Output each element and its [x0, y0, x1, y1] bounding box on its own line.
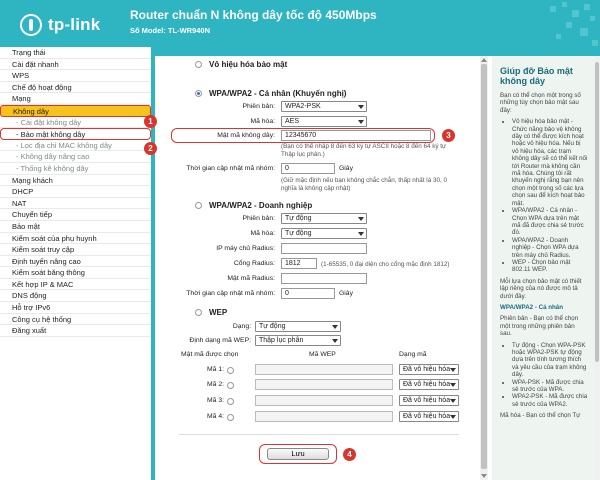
help-paragraph: Mã hóa - Bạn có thể chọn Tự: [500, 412, 581, 420]
password-note: (Bạn có thể nhập 8 đến 63 ký tự ASCII hoặc 8 đến 64 ký tự Thập lục phân.): [281, 143, 447, 158]
version-value: WPA2-PSK: [285, 103, 321, 110]
wep-key-2-type-value: Đã vô hiệu hóa: [403, 381, 451, 388]
divider: [179, 434, 459, 435]
sidebar-item-logout[interactable]: Đăng xuất: [0, 325, 151, 337]
model-number: Số Model: TL-WR940N: [130, 26, 210, 35]
chevron-down-icon: [450, 368, 456, 372]
ent-encryption-select[interactable]: [281, 228, 367, 239]
wireless-password-input[interactable]: 12345670: [281, 130, 431, 141]
step-badge-2: 2: [144, 142, 157, 155]
sidebar-item-dynamic-dns[interactable]: DNS động: [0, 290, 151, 302]
wep-key-1-radio[interactable]: [227, 367, 234, 374]
wep-format-label: Định dạng mã WEP:: [189, 337, 251, 344]
disable-security-option[interactable]: [195, 60, 287, 69]
help-item: • Vô hiệu hóa bảo mật - Chức năng bảo vệ không dây có thể được kích hoạt hoặc vô hiệu hóa. Nếu bị vô hiệu hóa, các trạm không dây sẽ có thể kết nối tới Router mà không cần mã hóa. Chúng tôi rất khuyến nghị rằng bạn nên chọn một trong số các lựa chọn sau để kích hoạt bảo mật.: [512, 118, 588, 207]
group-key-unit: Giây: [339, 165, 353, 172]
wep-key-2-input[interactable]: [255, 379, 393, 390]
chevron-down-icon: [358, 217, 364, 221]
wep-key-2-type-select[interactable]: [399, 379, 459, 390]
sidebar-item-network[interactable]: Mạng: [0, 93, 151, 105]
password-label: Mật mã không dây:: [217, 132, 275, 139]
sidebar-item-nat[interactable]: NAT: [0, 198, 151, 210]
sidebar-item-wireless-settings[interactable]: - Cài đặt không dây: [0, 117, 151, 129]
chevron-down-icon: [332, 325, 338, 329]
chevron-down-icon: [358, 105, 364, 109]
wep-key-4-type-value: Đã vô hiệu hóa: [403, 413, 451, 420]
step-badge-4: 4: [343, 448, 356, 461]
version-label: Phiên bản:: [242, 103, 275, 110]
sidebar-item-ipv6[interactable]: Hỗ trợ IPv6: [0, 302, 151, 314]
header-decoration: [510, 0, 600, 56]
ent-group-key-unit: Giây: [339, 290, 353, 297]
wpa-personal-option[interactable]: [195, 89, 346, 98]
help-item: • WPA2-PSK - Mã được chia sẻ trước của WPA2.: [512, 393, 588, 408]
wep-key-3-type-value: Đã vô hiệu hóa: [403, 397, 451, 404]
group-key-input[interactable]: 0: [281, 163, 335, 174]
save-button[interactable]: Lưu: [267, 448, 329, 460]
sidebar-item-wps[interactable]: WPS: [0, 70, 151, 82]
sidebar-item-advanced-routing[interactable]: Định tuyến nâng cao: [0, 256, 151, 268]
sidebar-item-wireless[interactable]: Không dây: [0, 105, 151, 117]
chevron-down-icon: [358, 120, 364, 124]
wep-type-value: Tự động: [259, 323, 286, 330]
wep-key-3-type-select[interactable]: [399, 395, 459, 406]
scroll-thumb[interactable]: [481, 64, 487, 469]
help-panel: [492, 56, 594, 480]
wep-type-select[interactable]: [255, 321, 341, 332]
col-wep-key: Mã WEP: [309, 351, 336, 358]
wep-radio[interactable]: [195, 309, 202, 316]
chevron-down-icon: [358, 232, 364, 236]
sidebar-item-wireless-advanced[interactable]: - Không dây nâng cao: [0, 151, 151, 163]
sidebar-item-guest-network[interactable]: Mạng khách: [0, 175, 151, 187]
sidebar-item-status[interactable]: Trạng thái: [0, 47, 151, 59]
wep-key-1-type-value: Đã vô hiệu hóa: [403, 366, 451, 373]
wep-key-4-label: Mã 4:: [207, 413, 224, 420]
logo-text: tp-link: [48, 15, 101, 34]
ent-version-value: Tự động: [285, 215, 312, 222]
chevron-down-icon: [450, 399, 456, 403]
radius-port-note: (1-65535, 0 đại diện cho cổng mặc định 1812): [321, 261, 450, 268]
wpa-enterprise-radio[interactable]: [195, 202, 202, 209]
wep-key-4-input[interactable]: [255, 411, 393, 422]
group-key-note: (Giữ mặc định nếu bạn không chắc chắn, thấp nhất là 30, 0 nghĩa là không cập nhật): [281, 177, 447, 192]
chevron-down-icon: [450, 383, 456, 387]
encryption-label: Mã hóa:: [250, 118, 275, 125]
radius-password-label: Mật mã Radius:: [227, 275, 275, 282]
ent-encryption-value: Tự động: [285, 230, 312, 237]
wep-key-4-type-select[interactable]: [399, 411, 459, 422]
step-badge-1: 1: [144, 115, 157, 128]
ent-group-key-label: Thời gian cập nhật mã nhóm:: [186, 290, 275, 297]
scroll-down-icon[interactable]: [481, 474, 487, 478]
help-version-list: [512, 342, 588, 409]
chevron-down-icon: [332, 339, 338, 343]
disable-security-label: Vô hiệu hóa bảo mật: [209, 60, 288, 69]
page-title: Router chuẩn N không dây tốc độ 450Mbps: [130, 8, 377, 22]
group-key-label: Thời gian cập nhật mã nhóm:: [186, 165, 275, 172]
radius-password-input[interactable]: [281, 273, 367, 284]
ent-version-label: Phiên bản:: [242, 215, 275, 222]
wep-key-1-label: Mã 1:: [207, 366, 224, 373]
sidebar-item-bandwidth-control[interactable]: Kiểm soát băng thông: [0, 267, 151, 279]
wep-key-3-radio[interactable]: [227, 398, 234, 405]
wep-key-1-type-select[interactable]: [399, 364, 459, 375]
help-item: • WPA/WPA2 - Doanh nghiệp - Chọn WPA dựa trên máy chủ Radius.: [512, 237, 588, 259]
wep-label: WEP: [209, 308, 228, 317]
wep-key-4-radio[interactable]: [227, 414, 234, 421]
wep-key-1-input[interactable]: [255, 364, 393, 375]
sidebar-item-access-control[interactable]: Kiểm soát truy cập: [0, 244, 151, 256]
tp-link-logo-icon: [20, 14, 42, 36]
version-select[interactable]: [281, 101, 367, 112]
col-key-type: Dạng mã: [399, 351, 427, 358]
ent-group-key-input[interactable]: 0: [281, 288, 335, 299]
ent-version-select[interactable]: [281, 213, 367, 224]
main-scrollbar[interactable]: [480, 56, 488, 480]
encryption-value: AES: [285, 118, 300, 125]
tp-link-logo: [20, 14, 100, 36]
radius-ip-label: IP máy chủ Radius:: [216, 245, 275, 252]
step-badge-3: 3: [442, 129, 455, 142]
sidebar-item-operation-mode[interactable]: Chế độ hoạt động: [0, 82, 151, 94]
sidebar-item-wireless-statistics[interactable]: - Thống kê không dây: [0, 163, 151, 175]
wep-key-3-label: Mã 3:: [207, 397, 224, 404]
wep-format-value: Thập lục phân: [259, 337, 304, 344]
wpa-enterprise-option[interactable]: [195, 201, 312, 210]
help-options-list: [512, 118, 588, 274]
chevron-down-icon: [450, 415, 456, 419]
help-paragraph: Phiên bản - Bạn có thể chọn một trong những phiên bản sau.: [500, 315, 579, 338]
help-scroll-thumb[interactable]: [595, 62, 599, 362]
sidebar-item-dhcp[interactable]: DHCP: [0, 186, 151, 198]
help-item: • WPA-PSK - Mã được chia sẻ trước của WPA.: [512, 379, 588, 394]
help-item: • Tự động - Chọn WPA-PSK hoặc WPA2-PSK tự động dựa trên tính tương thích và yêu cầu của trạm không dây.: [512, 342, 588, 379]
help-item: • WEP - Chọn bảo mật 802.11 WEP.: [512, 259, 588, 274]
wep-type-label: Dạng:: [232, 323, 251, 330]
radius-ip-input[interactable]: [281, 243, 367, 254]
radius-port-input[interactable]: 1812: [281, 258, 317, 269]
sidebar-item-mac-filtering[interactable]: - Lọc địa chỉ MAC không dây: [0, 140, 151, 152]
wep-key-2-label: Mã 2:: [207, 381, 224, 388]
col-selected-key: Mật mã được chọn: [181, 351, 239, 358]
help-subheading: WPA/WPA2 - Cá nhân: [500, 303, 564, 311]
help-item: • WPA/WPA2 - Cá nhân - Chọn WPA dựa trên mật mã đã được chia sẻ trước đó.: [512, 207, 588, 237]
encryption-select[interactable]: [281, 116, 367, 127]
sidebar-item-ip-mac-binding[interactable]: Kết hợp IP & MAC: [0, 279, 151, 291]
help-paragraph: Mỗi lựa chọn bảo mật có thiết lập riêng của nó được mô tả dưới đây.: [500, 277, 582, 300]
ent-encryption-label: Mã hóa:: [250, 230, 275, 237]
sidebar-item-system-tools[interactable]: Công cụ hệ thống: [0, 314, 151, 326]
sidebar-item-forwarding[interactable]: Chuyển tiếp: [0, 209, 151, 221]
wep-key-2-radio[interactable]: [227, 382, 234, 389]
radius-port-label: Cổng Radius:: [233, 260, 275, 267]
scroll-up-icon[interactable]: [481, 58, 487, 62]
disable-security-radio[interactable]: [195, 61, 202, 68]
wep-format-select[interactable]: [255, 335, 341, 346]
help-intro: Bạn có thể chọn một trong số những tùy chọn bảo mật sau đây:: [500, 92, 581, 114]
sidebar: [0, 47, 155, 480]
main-content: [159, 56, 478, 480]
wpa-enterprise-label: WPA/WPA2 - Doanh nghiệp: [209, 201, 313, 210]
wpa-personal-radio[interactable]: [195, 90, 202, 97]
sidebar-item-quick-setup[interactable]: Cài đặt nhanh: [0, 59, 151, 71]
help-title: Giúp đỡ Bảo mật không dây: [500, 66, 573, 86]
sidebar-item-security[interactable]: Bảo mật: [0, 221, 151, 233]
wep-option[interactable]: [195, 308, 227, 317]
sidebar-item-wireless-security[interactable]: - Bảo mật không dây: [0, 128, 151, 140]
wpa-personal-label: WPA/WPA2 - Cá nhân (Khuyến nghị): [209, 89, 347, 98]
help-scrollbar[interactable]: [594, 56, 600, 480]
wep-key-3-input[interactable]: [255, 395, 393, 406]
sidebar-item-parental-control[interactable]: Kiểm soát của phụ huynh: [0, 233, 151, 245]
